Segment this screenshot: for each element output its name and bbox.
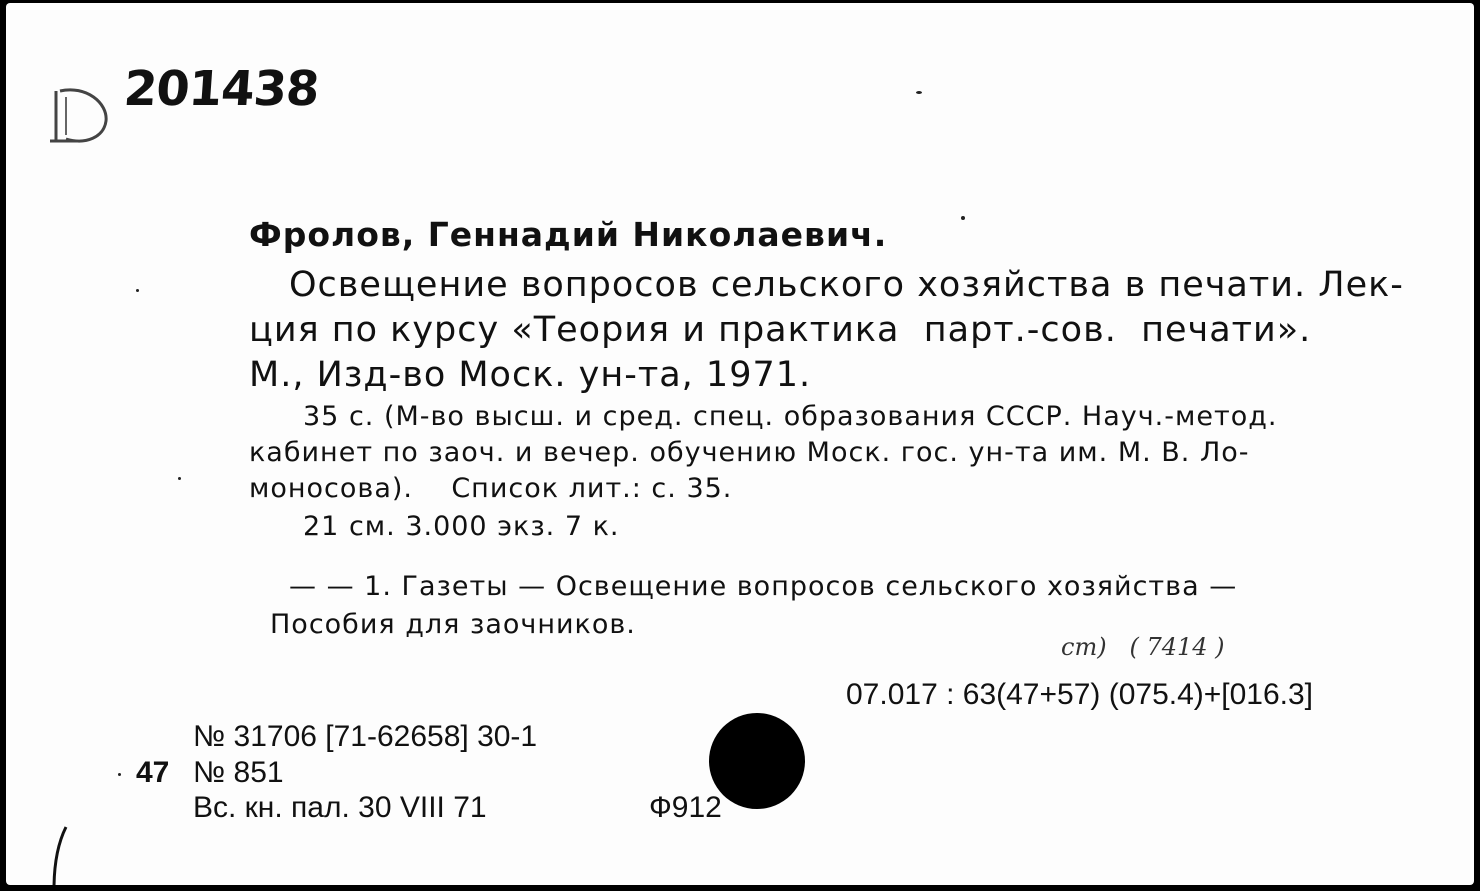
subject-line-1: — — 1. Газеты — Освещение вопросов сельского хозяйства — <box>289 571 1238 602</box>
accession-number: 201438 <box>122 61 321 117</box>
punch-hole <box>709 713 805 809</box>
udc-index: 07.017 : 63(47+57) (075.4)+[016.3] <box>846 678 1314 711</box>
desc-line-4: 21 см. 3.000 экз. 7 к. <box>303 511 620 542</box>
subject-line-2: Пособия для заочников. <box>270 609 636 640</box>
title-line-2: ция по курсу «Теория и практика парт.-сов. печати». <box>249 310 1312 350</box>
desc-line-2: кабинет по заоч. и вечер. обучению Моск. гос. ун-та им. М. В. Ло- <box>249 437 1250 468</box>
speck <box>136 289 139 292</box>
speck <box>118 773 121 776</box>
title-line-3: М., Изд-во Моск. ун-та, 1971. <box>249 355 812 395</box>
desc-line-1: 35 с. (М-во высш. и сред. спец. образования СССР. Науч.-метод. <box>303 401 1278 432</box>
footer-prefix: 47 <box>136 756 170 789</box>
speck <box>916 91 922 94</box>
footer-line-3: Вс. кн. пал. 30 VIII 71 <box>193 791 487 824</box>
handwritten-note: ст) ( 7414 ) <box>1061 633 1225 661</box>
speck <box>178 477 181 480</box>
speck <box>961 216 965 220</box>
library-stamp-mark <box>46 73 126 153</box>
title-line-1: Освещение вопросов сельского хозяйства в печати. Лек- <box>289 265 1404 305</box>
pen-mark <box>44 823 84 885</box>
footer-line-1: № 31706 [71-62658] 30-1 <box>193 720 538 753</box>
catalog-card <box>6 3 1474 885</box>
desc-line-3: моносова). Список лит.: с. 35. <box>249 473 733 504</box>
footer-line-2: № 851 <box>193 756 284 789</box>
classification-code: Ф912 <box>649 791 722 824</box>
author-heading: Фролов, Геннадий Николаевич. <box>249 215 888 254</box>
